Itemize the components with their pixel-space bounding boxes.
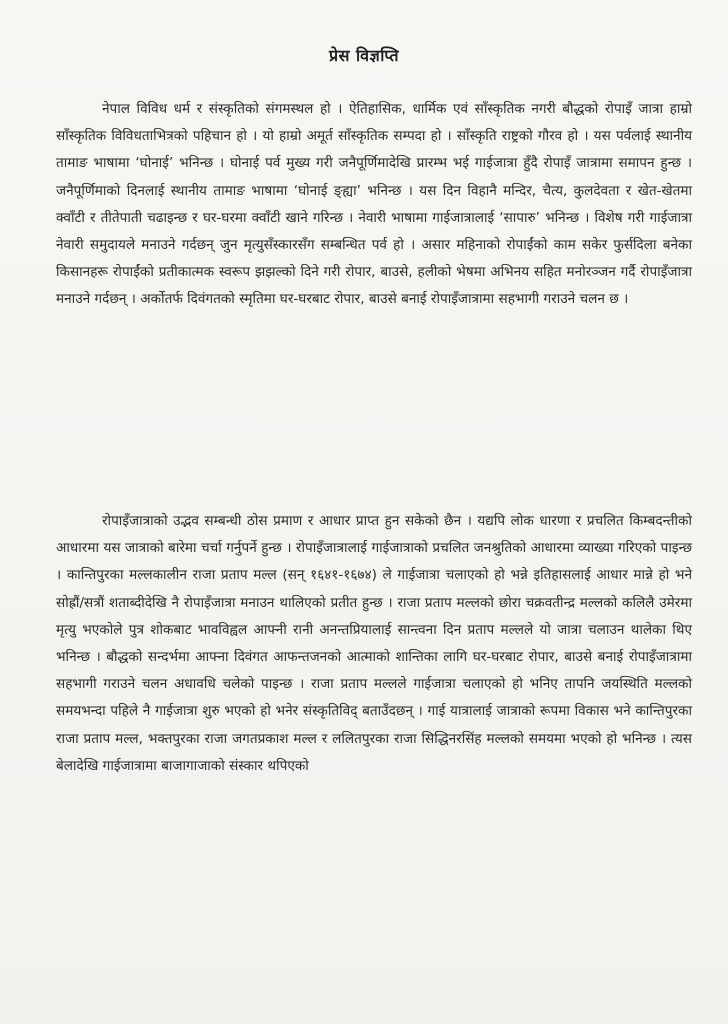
document-title: प्रेस विज्ञप्ति	[329, 46, 399, 65]
paragraph-1: नेपाल विविध धर्म र संस्कृतिको संगमस्थल हो । ऐतिहासिक, धार्मिक एवं साँस्कृतिक नगरी बौद्धको रोपाइँ जात्रा हाम्रो साँस्कृतिक विविधताभित्रको पहिचान हो । यो हाम्रो अमूर्त साँस्कृतिक सम्पदा हो । साँस्कृति राष्ट्रको गौरव हो । यस पर्वलाई स्थानीय तामाङ भाषामा ‘घोनाई’ भनिन्छ । घोनाई पर्व मुख्य गरी जनैपूर्णिमादेखि प्रारम्भ भई गाईजात्रा हुँदै रोपाइँ जात्रामा समापन हुन्छ । जनैपूर्णिमाको दिनलाई स्थानीय तामाङ भाषामा ‘घोनाई ङ्ह्या’ भनिन्छ । यस दिन विहानै मन्दिर, चैत्य, कुलदेवता र खेत-खेतमा क्वाँटी र तीतेपाती चढाइन्छ र घर-घरमा क्वाँटी खाने गरिन्छ । नेवारी भाषामा गाईजात्रालाई ‘सापारु’ भनिन्छ । विशेष गरी गाईजात्रा नेवारी समुदायले मनाउने गर्दछन् जुन मृत्युसँस्कारसँग सम्बन्धित पर्व हो । असार महिनाको रोपाईंको काम सकेर फुर्सदिला बनेका किसानहरू रोपाईंको प्रतीकात्मक स्वरूप झझल्को दिने गरी रोपार, बाउसे, हलीको भेषमा अभिनय सहित मनोरञ्जन गर्दै रोपाइँजात्रा मनाउने गर्दछन् । अर्कोतर्फ दिवंगतको स्मृतिमा घर-घरबाट रोपार, बाउसे बनाई रोपाइँजात्रामा सहभागी गराउने चलन छ ।	[56, 101, 692, 308]
paragraph-2: रोपाइँजात्राको उद्भव सम्बन्धी ठोस प्रमाण र आधार प्राप्त हुन सकेको छैन । यद्यपि लोक धारणा र प्रचलित किम्बदन्तीको आधारमा यस जात्राको बारेमा चर्चा गर्नुपर्ने हुन्छ । रोपाइँजात्रालाई गाईजात्राको प्रचलित जनश्रुतिको आधारमा व्याख्या गरिएको पाइन्छ । कान्तिपुरका मल्लकालीन राजा प्रताप मल्ल (सन् १६४१-१६७४) ले गाईजात्रा चलाएको हो भन्ने इतिहासलाई आधार मान्ने हो भने सोह्रौं/सत्रौं शताब्दीदेखि नै रोपाइँजात्रा मनाउन थालिएको प्रतीत हुन्छ । राजा प्रताप मल्लको छोरा चक्रवतीन्द्र मल्लको कलिलै उमेरमा मृत्यु भएकोले पुत्र शोकबाट भावविह्वल आफ्नी रानी अनन्तप्रियालाई सान्त्वना दिन प्रताप मल्लले यो जात्रा चलाउन थालेका थिए भनिन्छ । बौद्धको सन्दर्भमा आफ्ना दिवंगत आफन्तजनको आत्माको शान्तिका लागि घर-घरबाट रोपार, बाउसे बनाई रोपाइँजात्रामा सहभागी गराउने चलन अधावधि चलेको पाइन्छ । राजा प्रताप मल्लले गाईजात्रा चलाएको हो भनिए तापनि जयस्थिति मल्लको समयभन्दा पहिले नै गाईजात्रा शुरु भएको हो भनेर संस्कृतिविद् बताउँदछन् । गाई यात्रालाई जात्राको रूपमा विकास भने कान्तिपुरका राजा प्रताप मल्ल, भक्तपुरका राजा जगतप्रकाश मल्ल र ललितपुरका राजा सिद्धिनरसिंह मल्लको समयमा भएको हो भनिन्छ । त्यस बेलादेखि गाईजात्रामा बाजागाजाको संस्कार थपिएको	[56, 513, 692, 774]
